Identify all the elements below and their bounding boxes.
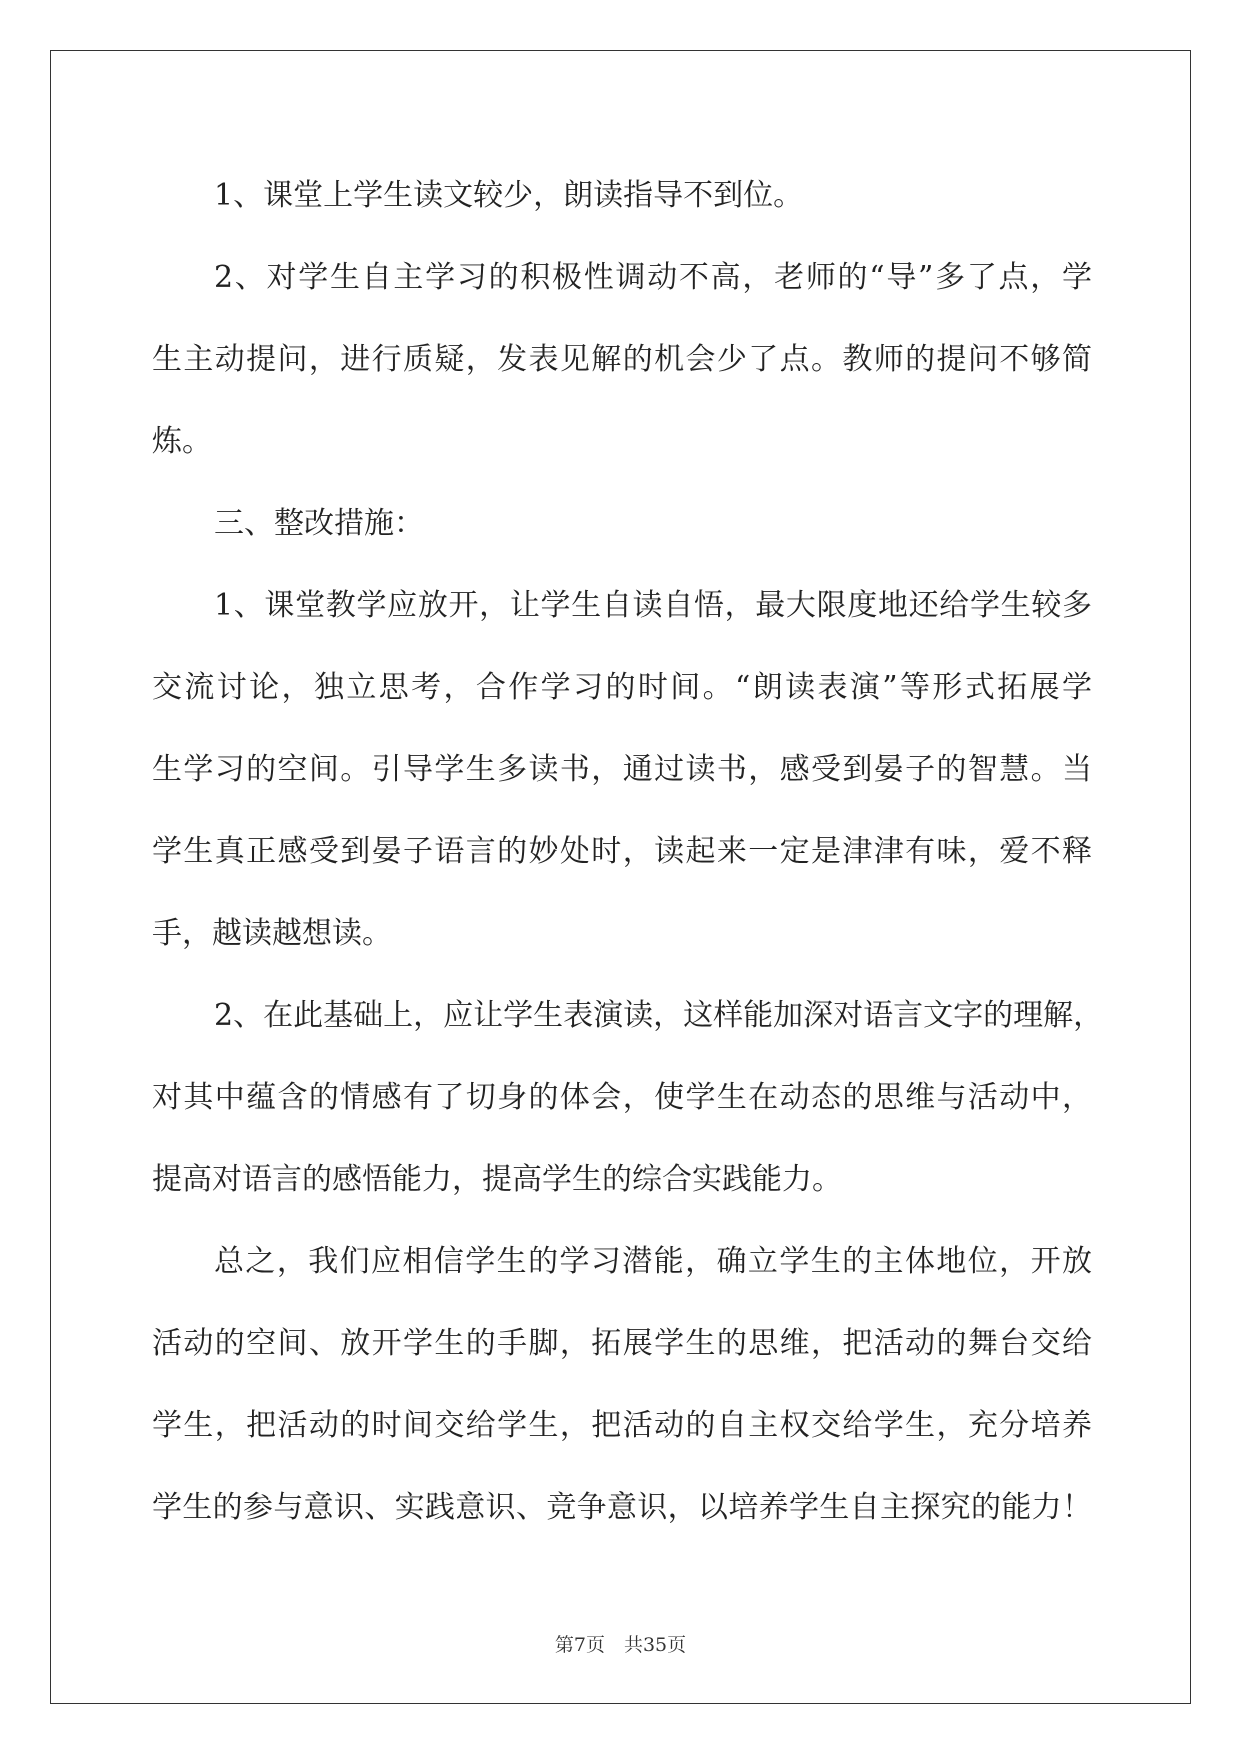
text-line: 提高对语言的感悟能力，提高学生的综合实践能力。: [152, 1162, 842, 1197]
page-number-footer: 第7页 共35页: [554, 1634, 687, 1656]
document-body: [152, 155, 1104, 1549]
text-line: 2、在此基础上，应让学生表演读，这样能加深对语言文字的理解，: [214, 998, 1104, 1033]
text-line: 对其中蕴含的情感有了切身的体会，使学生在动态的思维与活动中，: [152, 1080, 1092, 1115]
text-line: 生主动提问，进行质疑，发表见解的机会少了点。教师的提问不够简: [152, 342, 1092, 377]
text-line: 1、课堂上学生读文较少，朗读指导不到位。: [214, 178, 804, 213]
text-line: 生学习的空间。引导学生多读书，通过读书，感受到晏子的智慧。当: [152, 752, 1092, 787]
text-line: 三、整改措施：: [214, 506, 424, 541]
text-line: 总之，我们应相信学生的学习潜能，确立学生的主体地位，开放: [214, 1244, 1092, 1279]
text-line: 炼。: [152, 424, 212, 459]
text-line: 交流讨论，独立思考，合作学习的时间。“朗读表演”等形式拓展学: [152, 670, 1092, 705]
text-line: 学生，把活动的时间交给学生，把活动的自主权交给学生，充分培养: [152, 1408, 1092, 1443]
text-line: 手，越读越想读。: [152, 916, 392, 951]
text-line: 1、课堂教学应放开，让学生自读自悟，最大限度地还给学生较多: [214, 588, 1092, 623]
text-line: 学生的参与意识、实践意识、竞争意识，以培养学生自主探究的能力！: [152, 1490, 1092, 1525]
text-line: 活动的空间、放开学生的手脚，拓展学生的思维，把活动的舞台交给: [152, 1326, 1092, 1361]
text-line: 学生真正感受到晏子语言的妙处时，读起来一定是津津有味，爱不释: [152, 834, 1092, 869]
text-line: 2、对学生自主学习的积极性调动不高，老师的“导”多了点，学: [214, 260, 1092, 295]
